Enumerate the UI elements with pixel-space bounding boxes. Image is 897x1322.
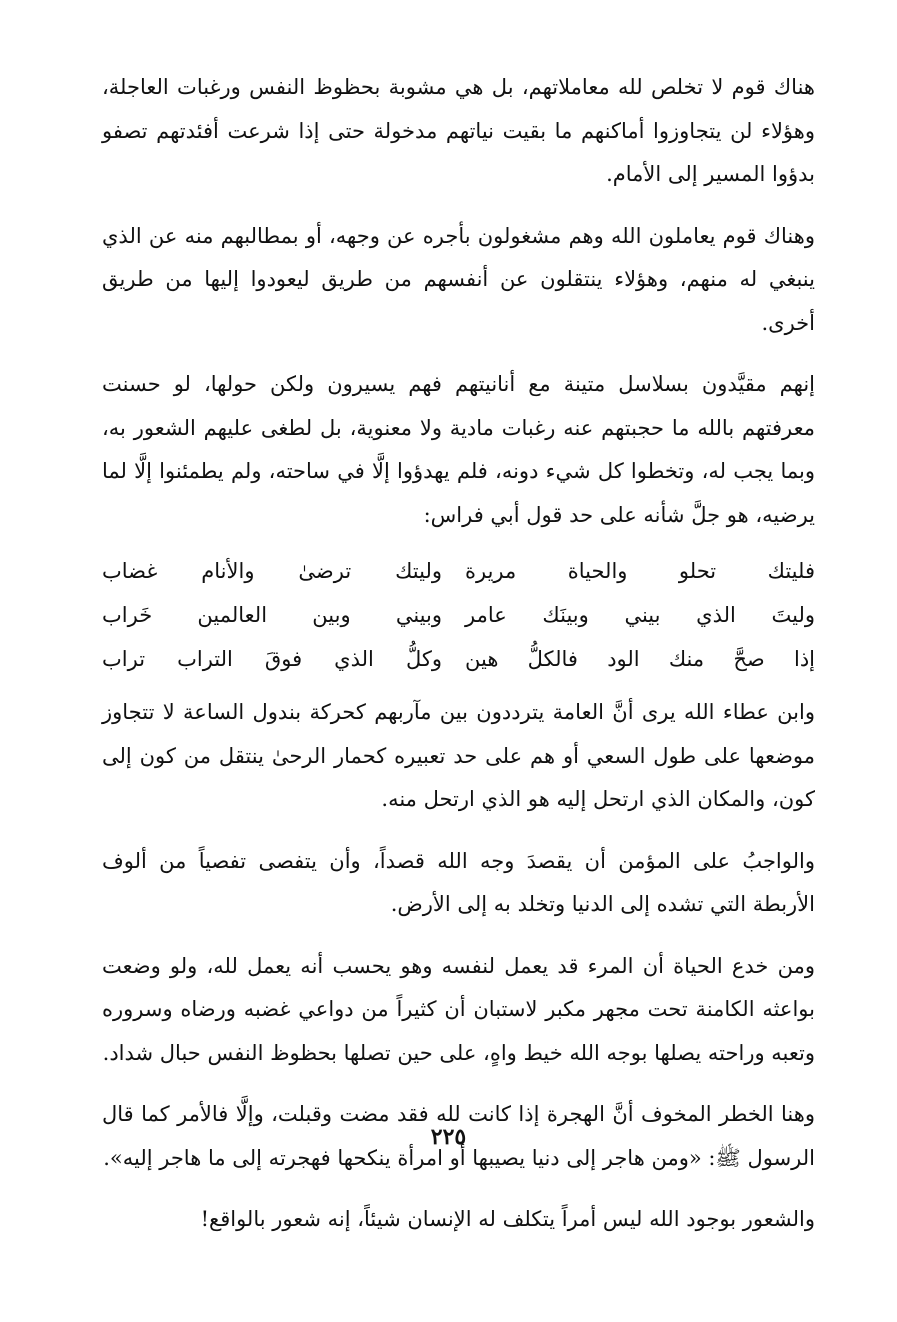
poem-verse-2 [102,593,815,637]
poem-verse-3 [102,637,815,681]
paragraph-3: إنهم مقيَّدون بسلاسل متينة مع أنانيتهم فهم يسيرون ولكن حولها، لو حسنت معرفتهم بالله ما حجبتهم عنه رغبات مادية ولا معنوية، بل لطغى عليهم الشعور به، وبما يجب له، وتخطوا كل شيء دونه، فلم يهدؤوا إلَّا في ساحته، ولم يطمئنوا إلَّا لما يرضيه، هو جلَّ شأنه على حد قول أبي فراس: [102,372,815,527]
verse-1-first-hemistich: فليتك تحلو والحياة مريرة [465,559,815,583]
verse-1-second-hemistich: وليتك ترضىٰ والأنام غضاب [102,559,442,583]
paragraph-7: وهنا الخطر المخوف أنَّ الهجرة إذا كانت لله فقد مضت وقبلت، وإلَّا فالأمر كما قال الرسول ﷺ: «ومن هاجر إلى دنيا يصيبها أو امرأة ينكحها فهجرته إلى ما هاجر إليه». [102,1102,815,1170]
verse-2-second-hemistich: وبيني وبين العالمين خَراب [102,603,442,627]
verse-3-second-hemistich: وكلُّ الذي فوقَ التراب تراب [102,647,442,671]
poem-verse-1 [102,549,815,593]
paragraph-6: ومن خدع الحياة أن المرء قد يعمل لنفسه وهو يحسب أنه يعمل لله، ولو وضعت بواعثه الكامنة تحت مجهر مكبر لاستبان أن كثيراً من دواعي غضبه ورضاه وسروره وتعبه وراحته يصلها بوجه الله خيط واهٍ، على حين تصلها بحظوظ النفس حبال شداد. [102,953,815,1065]
paragraph-1: هناك قوم لا تخلص لله معاملاتهم، بل هي مشوبة بحظوظ النفس ورغبات العاجلة، وهؤلاء لن يتجاوزوا أماكنهم ما بقيت نياتهم مدخولة حتى إذا شرعت أفئدتهم تصفو بدؤوا المسير إلى الأمام. [102,75,815,186]
verse-3-first-hemistich: إذا صحَّ منك الود فالكلُّ هين [465,647,815,671]
paragraph-8: والشعور بوجود الله ليس أمراً يتكلف له الإنسان شيئاً، إنه شعور بالواقع! [200,1207,815,1231]
page-number: ٢٢٥ [430,1124,467,1150]
paragraph-5: والواجبُ على المؤمن أن يقصدَ وجه الله قصداً، وأن يتفصى تفصياً من ألوف الأربطة التي تشده إلى الدنيا وتخلد به إلى الأرض. [102,848,815,916]
paragraph-4: وابن عطاء الله يرى أنَّ العامة يترددون بين مآربهم كحركة بندول الساعة لا تتجاوز موضعها على طول السعي أو هم على حد تعبيره كحمار الرحىٰ ينتقل من كون إلى كون، والمكان الذي ارتحل إليه هو الذي ارتحل منه. [102,700,815,811]
poem [102,549,815,681]
verse-2-first-hemistich: وليتَ الذي بيني وبينَك عامر [465,603,815,627]
paragraph-2: وهناك قوم يعاملون الله وهم مشغولون بأجره عن وجهه، أو بمطالبهم منه عن الذي ينبغي له منهم، وهؤلاء ينتقلون عن أنفسهم من طريق ليعودوا إليها من طريق أخرى. [102,223,815,335]
